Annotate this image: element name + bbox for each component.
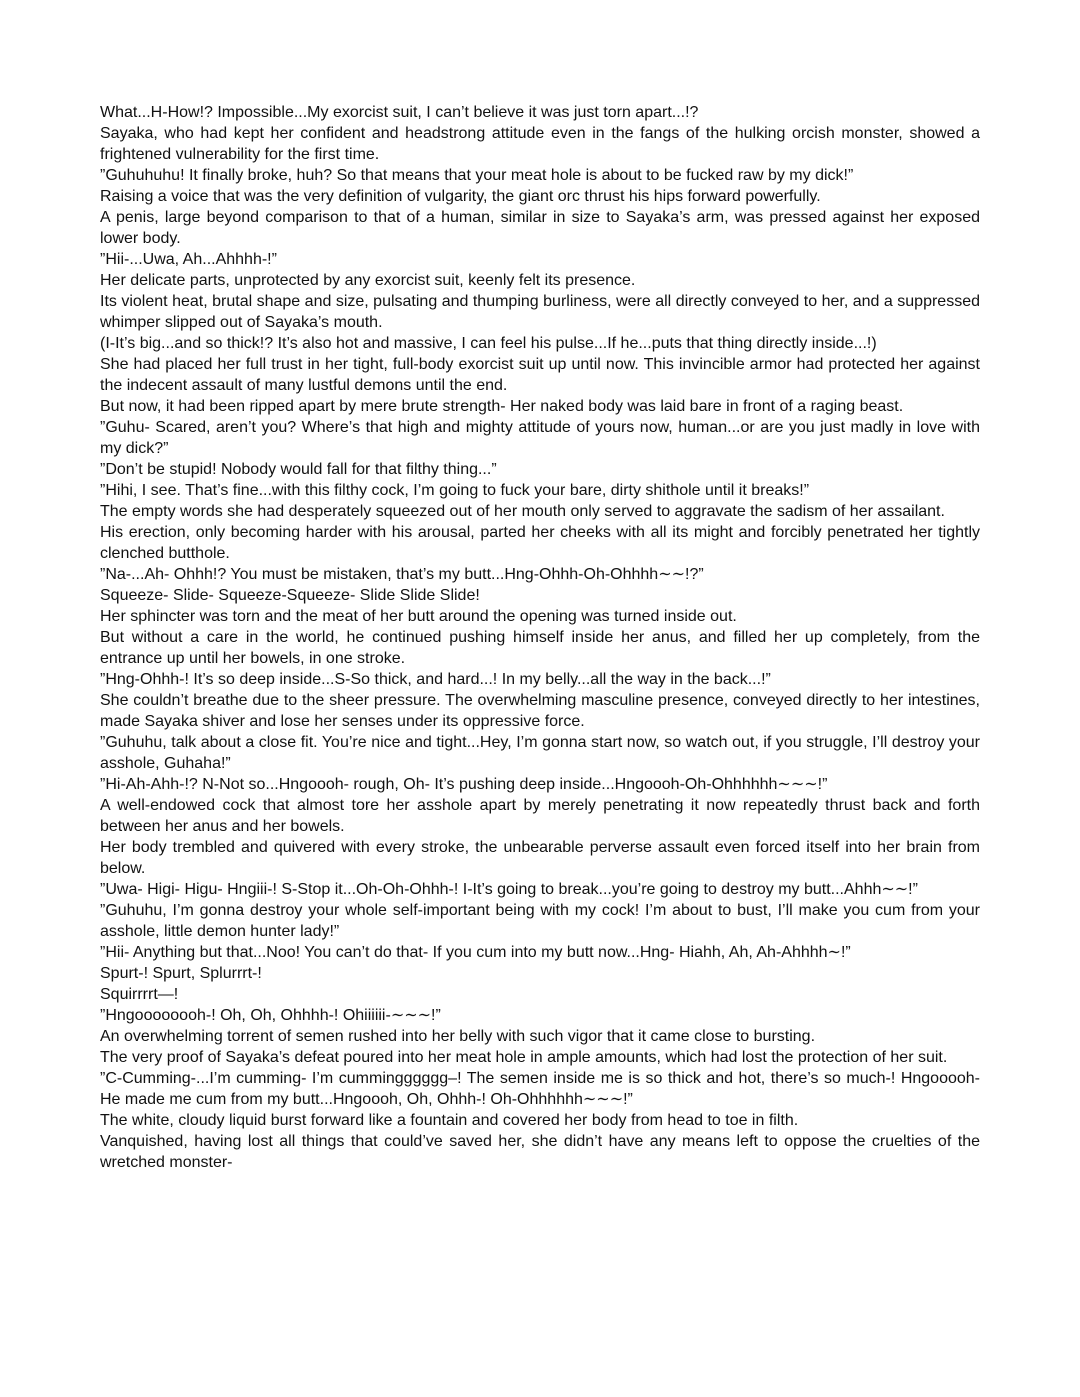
paragraph: Her sphincter was torn and the meat of her butt around the opening was turned inside out. <box>100 608 737 625</box>
paragraph: The very proof of Sayaka’s defeat poured into her meat hole in ample amounts, which had lost the protection of her suit. <box>100 1049 948 1066</box>
paragraph: Its violent heat, brutal shape and size, pulsating and thumping burliness, were all directly conveyed to her, and a suppressed whimper slipped out of Sayaka’s mouth. <box>100 293 980 331</box>
paragraph: ”Hii-...Uwa, Ah...Ahhhh-!” <box>100 251 277 268</box>
paragraph: But now, it had been ripped apart by mere brute strength- Her naked body was laid bare in front of a raging beast. <box>100 398 904 415</box>
paragraph: Her body trembled and quivered with every stroke, the unbearable perverse assault even forced itself into her brain from below. <box>100 839 980 877</box>
paragraph: Squeeze- Slide- Squeeze-Squeeze- Slide Slide Slide! <box>100 587 480 604</box>
paragraph: Her delicate parts, unprotected by any exorcist suit, keenly felt its presence. <box>100 272 636 289</box>
paragraph: ”Hihi, I see. That’s fine...with this filthy cock, I’m going to fuck your bare, dirty shithole until it breaks!” <box>100 482 810 499</box>
paragraph: ”Hngoooooooh-! Oh, Oh, Ohhhh-! Ohiiiiii-∼∼∼!” <box>100 1007 441 1024</box>
paragraph: The white, cloudy liquid burst forward like a fountain and covered her body from head to toe in filth. <box>100 1112 799 1129</box>
paragraph: A well-endowed cock that almost tore her asshole apart by merely penetrating it now repeatedly thrust back and forth between her anus and her bowels. <box>100 797 980 835</box>
paragraph: ”Na-...Ah- Ohhh!? You must be mistaken, that’s my butt...Hng-Ohhh-Oh-Ohhhh∼∼!?” <box>100 566 704 583</box>
paragraph: ”Guhu- Scared, aren’t you? Where’s that high and mighty attitude of yours now, human...or are you just madly in love with my dick?” <box>100 419 980 457</box>
paragraph: Spurt-! Spurt, Splurrrt-! <box>100 965 262 982</box>
paragraph: But without a care in the world, he continued pushing himself inside her anus, and filled her up completely, from the entrance up until her bowels, in one stroke. <box>100 629 980 667</box>
document-body <box>100 102 980 1173</box>
paragraph: ”Guhuhu, talk about a close fit. You’re nice and tight...Hey, I’m gonna start now, so watch out, if you struggle, I’ll destroy your asshole, Guhaha!” <box>100 734 980 772</box>
paragraph: Squirrrrt—! <box>100 986 179 1003</box>
paragraph: ”Guhuhu, I’m gonna destroy your whole self-important being with my cock! I’m about to bust, I’ll make you cum from your asshole, little demon hunter lady!” <box>100 902 980 940</box>
paragraph: An overwhelming torrent of semen rushed into her belly with such vigor that it came close to bursting. <box>100 1028 816 1045</box>
paragraph: The empty words she had desperately squeezed out of her mouth only served to aggravate the sadism of her assailant. <box>100 503 945 520</box>
paragraph: What...H-How!? Impossible...My exorcist suit, I can’t believe it was just torn apart...!? <box>100 104 699 121</box>
paragraph: She couldn’t breathe due to the sheer pressure. The overwhelming masculine presence, conveyed directly to her intestines, made Sayaka shiver and lose her senses under its oppressive force. <box>100 692 980 730</box>
paragraph: She had placed her full trust in her tight, full-body exorcist suit up until now. This invincible armor had protected her against the indecent assault of many lustful demons until the end. <box>100 356 980 394</box>
paragraph: ”Don’t be stupid! Nobody would fall for that filthy thing...” <box>100 461 497 478</box>
paragraph: (I-It’s big...and so thick!? It’s also hot and massive, I can feel his pulse...If he...puts that thing directly inside...!) <box>100 335 877 352</box>
paragraph: ”Uwa- Higi- Higu- Hngiii-! S-Stop it...Oh-Oh-Ohhh-! I-It’s going to break...you’re going to destroy my butt...Ahhh∼∼!” <box>100 881 918 898</box>
paragraph: His erection, only becoming harder with his arousal, parted her cheeks with all its might and forcibly penetrated her tightly clenched butthole. <box>100 524 980 562</box>
paragraph: ”Hi-Ah-Ahh-!? N-Not so...Hngoooh- rough, Oh- It’s pushing deep inside...Hngoooh-Oh-Ohhhhhh∼∼∼!” <box>100 776 828 793</box>
paragraph: Sayaka, who had kept her confident and headstrong attitude even in the fangs of the hulking orcish monster, showed a frightened vulnerability for the first time. <box>100 125 980 163</box>
paragraph: A penis, large beyond comparison to that of a human, similar in size to Sayaka’s arm, was pressed against her exposed lower body. <box>100 209 980 247</box>
paragraph: Vanquished, having lost all things that could’ve saved her, she didn’t have any means left to oppose the cruelties of the wretched monster- <box>100 1133 980 1171</box>
paragraph: ”Hii- Anything but that...Noo! You can’t do that- If you cum into my butt now...Hng- Hiahh, Ah, Ah-Ahhhh∼!” <box>100 944 851 961</box>
paragraph: ”Guhuhuhu! It finally broke, huh? So that means that your meat hole is about to be fucked raw by my dick!” <box>100 167 854 184</box>
paragraph: ”C-Cumming-...I’m cumming- I’m cummingggggg–! The semen inside me is so thick and hot, there’s so much-! Hngooooh- He made me cum from my butt...Hngoooh, Oh, Ohhh-! Oh-Ohhhhhh∼∼∼!” <box>100 1070 980 1108</box>
paragraph: ”Hng-Ohhh-! It’s so deep inside...S-So thick, and hard...! In my belly...all the way in the back...!” <box>100 671 771 688</box>
paragraph: Raising a voice that was the very definition of vulgarity, the giant orc thrust his hips forward powerfully. <box>100 188 821 205</box>
